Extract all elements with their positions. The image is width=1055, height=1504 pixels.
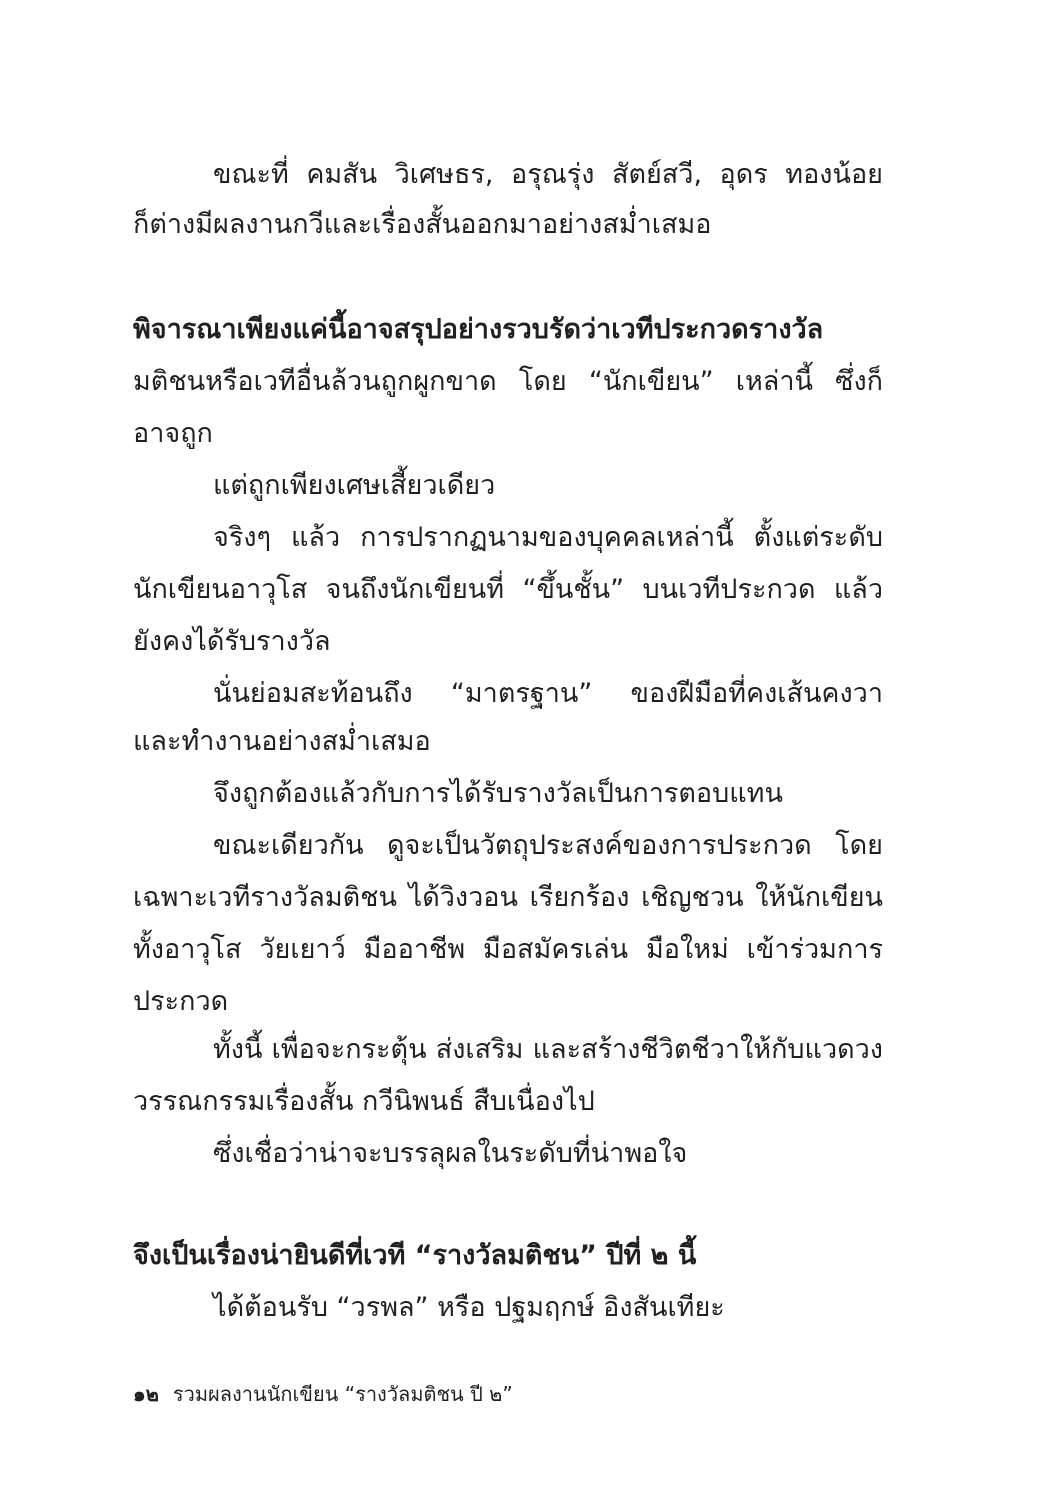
bold-paragraph-line: จึงเป็นเรื่องน่ายินดีที่เวที “รางวัลมติชน” ปีที่ ๒ นี้ (133, 1240, 697, 1271)
paragraph-line: ประกวด (133, 986, 229, 1017)
paragraph-line: เฉพาะเวทีรางวัลมติชน ได้วิงวอน เรียกร้อง เชิญชวน ให้นักเขียน (133, 882, 883, 913)
running-title: รวมผลงานนักเขียน “รางวัลมติชน ปี ๒” (172, 1382, 513, 1406)
book-page (133, 0, 883, 1504)
paragraph-line: และทำงานอย่างสม่ำเสมอ (133, 726, 431, 757)
paragraph-line: วรรณกรรมเรื่องสั้น กวีนิพนธ์ สืบเนื่องไป (133, 1086, 595, 1117)
paragraph-line: นักเขียนอาวุโส จนถึงนักเขียนที่ “ขึ้นชั้น” บนเวทีประกวด แล้ว (133, 574, 883, 605)
paragraph-line: ก็ต่างมีผลงานกวีและเรื่องสั้นออกมาอย่างสม่ำเสมอ (133, 209, 712, 240)
paragraph-line: ทั้งอาวุโส วัยเยาว์ มืออาชีพ มือสมัครเล่น มือใหม่ เข้าร่วมการ (133, 934, 883, 965)
paragraph-line: นั่นย่อมสะท้อนถึง “มาตรฐาน” ของฝีมือที่คงเส้นคงวา (213, 678, 883, 709)
paragraph-line: ได้ต้อนรับ “วรพล” หรือ ปฐมฤกษ์ อิงสันเทียะ (213, 1292, 725, 1323)
paragraph-line: มติชนหรือเวทีอื่นล้วนถูกผูกขาด โดย “นักเขียน” เหล่านี้ ซึ่งก็ (133, 366, 883, 397)
paragraph-line: ขณะเดียวกัน ดูจะเป็นวัตถุประสงค์ของการประกวด โดย (213, 830, 883, 861)
paragraph-line: ซึ่งเชื่อว่าน่าจะบรรลุผลในระดับที่น่าพอใจ (213, 1138, 688, 1169)
paragraph-line: แต่ถูกเพียงเศษเสี้ยวเดียว (213, 470, 496, 501)
bold-paragraph-line: พิจารณาเพียงแค่นี้อาจสรุปอย่างรวบรัดว่าเวทีประกวดรางวัล (133, 314, 824, 345)
paragraph-line: ทั้งนี้ เพื่อจะกระตุ้น ส่งเสริม และสร้างชีวิตชีวาให้กับแวดวง (213, 1034, 883, 1065)
paragraph-line: ขณะที่ คมสัน วิเศษธร, อรุณรุ่ง สัตย์สวี, อุดร ทองน้อย (213, 159, 883, 190)
paragraph-line: จึงถูกต้องแล้วกับการได้รับรางวัลเป็นการตอบแทน (213, 778, 783, 809)
page-footer (133, 1380, 513, 1408)
paragraph-line: ยังคงได้รับรางวัล (133, 626, 331, 657)
paragraph-line: อาจถูก (133, 418, 213, 449)
page-number: ๑๒ (133, 1382, 159, 1406)
paragraph-line: จริงๆ แล้ว การปรากฏนามของบุคคลเหล่านี้ ตั้งแต่ระดับ (213, 522, 883, 553)
